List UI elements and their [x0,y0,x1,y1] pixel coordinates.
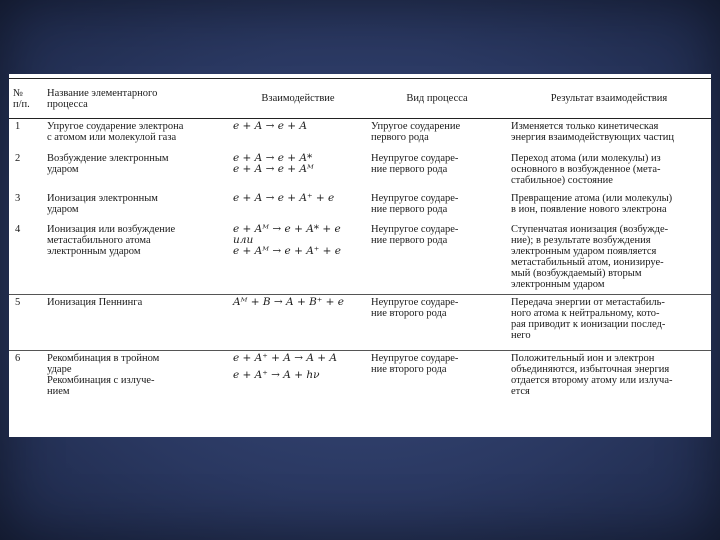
row-result: Превращение атома (или молекулы) в ион, появление нового электрона [511,192,673,215]
row-kind: Неупругое соударе- ние первого рода [371,152,459,175]
row-num: 1 [15,121,21,132]
row-equation-b: e + A⁺ → A + hν [233,369,320,381]
row-kind: Неупругое соударе- ние второго рода [367,351,507,407]
table-row [9,151,711,191]
row-equation-a: e + A⁺ + A → A + A [233,352,337,364]
table-row [9,119,711,151]
row-equation: e + Aᴹ → e + A* + e или e + Aᴹ → e + A⁺ + e [233,222,342,257]
row-result: Изменяется только кинетическая энергия взаимодействующих частиц [511,121,674,143]
row-name-a: Рекомбинация в тройном ударе [47,353,160,375]
row-result: Положительный ион и электрон объединяются, избыточная энергия отдается второму атому или излуча- ется [507,351,711,407]
row-num: 5 [9,295,43,351]
table-row [9,191,711,222]
row-kind: Неупругое соударе- ние второго рода [367,295,507,351]
table-row [9,351,711,407]
row-name: Упругое соударение электрона с атомом или молекулой газа [47,121,184,143]
row-kind: Неупругое соударе- ние первого рода [371,223,459,246]
document-table-image [9,74,711,437]
row-name: Ионизация Пеннинга [43,295,229,351]
row-equation: e + A → e + A [233,120,308,132]
table-row [9,222,711,295]
row-kind: Неупругое соударе- ние первого рода [371,192,459,215]
table-header-row [9,79,711,119]
header-name: Название элементарного процесса [47,87,158,110]
table-row [9,295,711,351]
row-name: Ионизация или возбуждение метастабильного атома электронным ударом [47,223,176,257]
row-name: Возбуждение электронным ударом [47,152,169,175]
row-result: Ступенчатая ионизация (возбужде- ние); в результате возбуждения электронным ударом появляется метастабильный атом, ионизируе- мый (возбуждаемый) вторым электронным ударом [511,223,669,290]
row-name [43,351,229,407]
header-num: № п/п. [13,87,30,110]
row-name-b: Рекомбинация с излуче- нием [47,375,155,397]
processes-table [9,78,711,407]
row-num: 2 [15,152,21,164]
header-kind: Вид процесса [406,93,468,104]
header-result: Результат взаимодействия [550,93,668,104]
row-equation: e + A → e + A* e + A → e + Aᴹ [233,151,314,175]
row-num: 4 [15,223,21,235]
row-name: Ионизация электронным ударом [47,192,158,215]
row-num: 3 [15,192,21,204]
row-kind: Упругое соударение первого рода [371,121,461,143]
row-num: 6 [9,351,43,407]
row-equation: Aᴹ + B → A + B⁺ + e [229,295,367,351]
header-interaction: Взаимодействие [261,93,335,104]
row-equation [229,351,367,407]
row-result: Переход атома (или молекулы) из основного в возбужденное (мета- стабильное) состояние [511,152,661,186]
row-result: Передача энергии от метастабиль- ного атома к нейтральному, кото- рая приводит к ионизации послед- него [507,295,711,351]
row-equation: e + A → e + A⁺ + e [233,191,335,204]
